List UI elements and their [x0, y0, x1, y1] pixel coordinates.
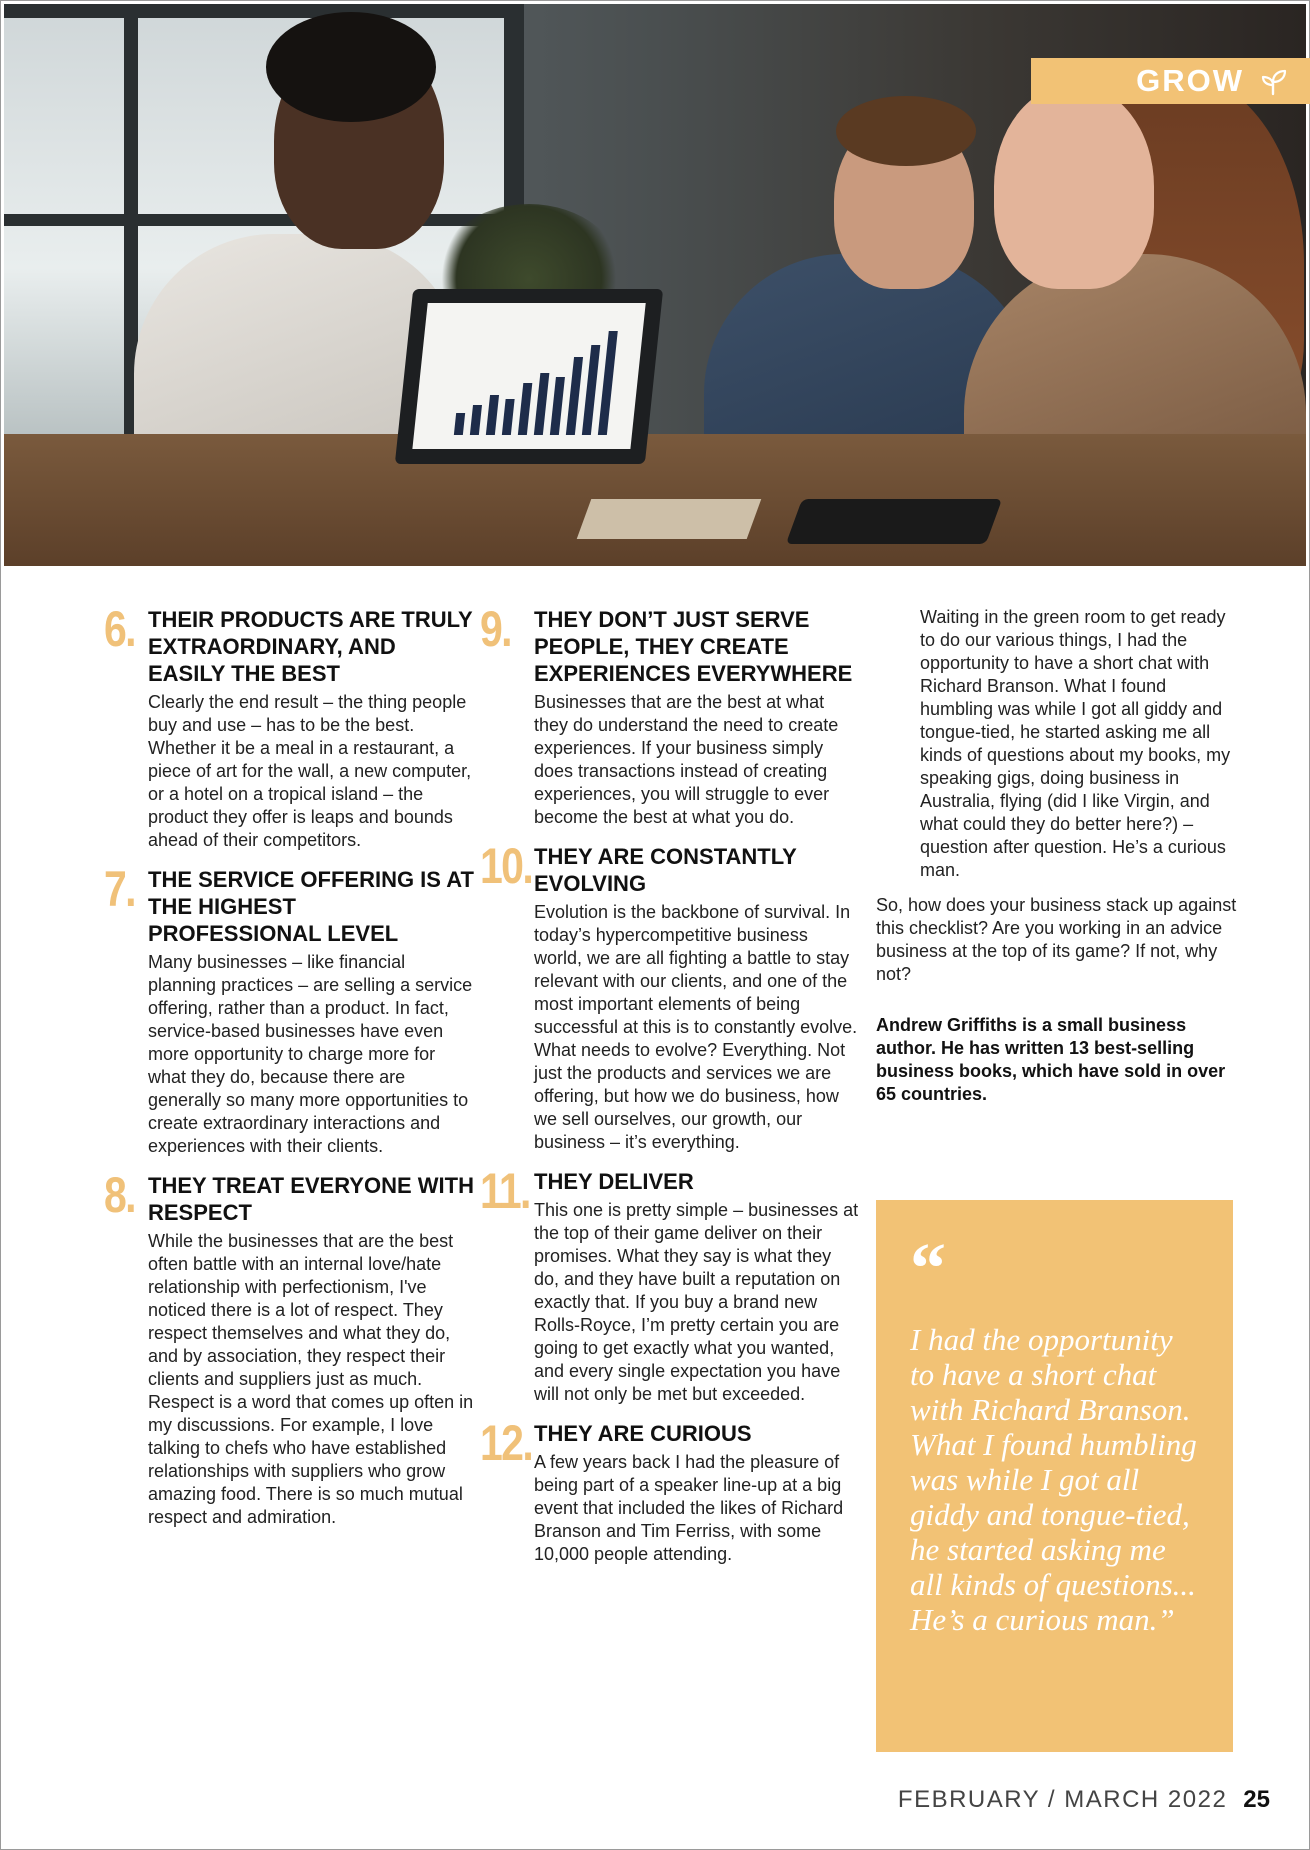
page-number: 25: [1243, 1786, 1270, 1813]
screen-bar: [582, 345, 600, 435]
item-body: Businesses that are the best at what they do understand the need to create experiences. If your business simply does transactions instead of creating experiences, you will struggle to ever become the best at what you do.: [534, 692, 839, 827]
sprout-icon: [1258, 66, 1288, 96]
item-body: While the businesses that are the best often battle with an internal love/hate relationship with perfectionism, I've noticed there is a lot of respect. They respect themselves and what they do, and by association, they respect their clients and suppliers just as much. Respect is a word that comes up often in my discussions. For example, I love talking to chefs who have established relationships with suppliers who grow amazing food. There is so much mutual respect and admiration.: [148, 1231, 474, 1527]
continuation-text: Waiting in the green room to get ready to do our various things, I had the opportunity to have a short chat with Richard Branson. What I found humbling was while I got all giddy and tongue-tied, he started asking me all kinds of questions about my books, my speaking gigs, doing business in Australia, flying (did I like Virgin, and what could they do better here?) – question after question. He’s a curious man.: [920, 607, 1231, 880]
item-body: A few years back I had the pleasure of being part of a speaker line-up at a big event that included the likes of Richard Branson and Tim Ferriss, with some 10,000 people attending.: [534, 1452, 844, 1564]
item-number: 9.: [480, 601, 511, 657]
item-number: 12.: [480, 1415, 533, 1471]
person-left-hair: [266, 12, 436, 122]
tablet: [786, 499, 1002, 544]
item-number: 7.: [104, 861, 135, 917]
issue-date: FEBRUARY / MARCH 2022: [897, 1786, 1228, 1813]
list-item: [480, 1415, 860, 1566]
screen-bar: [534, 373, 550, 435]
screen-bar: [598, 331, 618, 435]
item-heading: THEY ARE CONSTANTLY EVOLVING: [534, 844, 797, 896]
section-label: GROW: [1136, 63, 1244, 98]
item-number: 10.: [480, 838, 533, 894]
list-item: [104, 861, 474, 1158]
item-heading: THEY ARE CURIOUS: [534, 1421, 752, 1446]
conclusion-text: So, how does your business stack up against this checklist? Are you working in an advice business at the top of its game? If not, why not?: [876, 895, 1237, 984]
screen-bar: [502, 399, 515, 435]
window-frame: [4, 4, 524, 18]
page-footer: [898, 1786, 1270, 1814]
notebook: [577, 499, 762, 539]
item-heading: THEIR PRODUCTS ARE TRULY EXTRAORDINARY, AND EASILY THE BEST: [148, 607, 473, 686]
laptop: [395, 289, 663, 464]
screen-bar: [454, 413, 465, 435]
list-item: [480, 1163, 860, 1406]
list-item: [104, 601, 474, 852]
column-1: [104, 601, 474, 1543]
list-item: [480, 601, 860, 829]
laptop-screen: [412, 303, 645, 449]
screen-bar: [486, 395, 499, 435]
screen-bar: [566, 357, 583, 435]
pull-quote: [876, 1200, 1233, 1752]
item-heading: THEY TREAT EVERYONE WITH RESPECT: [148, 1173, 474, 1225]
item-body: Clearly the end result – the thing people buy and use – has to be the best. Whether it be a meal in a restaurant, a piece of art for the wall, a new computer, or a hotel on a tropical island – the product they offer is leaps and bounds ahead of their competitors.: [148, 692, 472, 850]
column-3: [876, 606, 1241, 1142]
screen-bar: [518, 383, 532, 435]
item-body: This one is pretty simple – businesses at the top of their game deliver on their promises. What they say is what they do, and they have built a reputation on exactly that. If you buy a brand new Rolls-Royce, I’m pretty certain you are going to get exactly what you wanted, and every single expectation you have will not only be met but exceeded.: [534, 1200, 859, 1404]
column-2: [480, 601, 860, 1580]
quote-mark-icon: “: [910, 1228, 946, 1308]
item-heading: THEY DON’T JUST SERVE PEOPLE, THEY CREATE EXPERIENCES EVERYWHERE: [534, 607, 853, 686]
item-heading: THEY DELIVER: [534, 1169, 694, 1194]
list-item: [104, 1167, 474, 1529]
item-heading: THE SERVICE OFFERING IS AT THE HIGHEST PROFESSIONAL LEVEL: [148, 867, 474, 946]
pull-quote-text: I had the opportunity to have a short chat with Richard Branson. What I found humbling was while I got all giddy and tongue-tied, he started asking me all kinds of questions... He’s a curious man.”: [910, 1322, 1197, 1637]
item-body: Many businesses – like financial planning practices – are selling a service offering, rather than a product. In fact, service-based businesses have even more opportunity to charge more for what they do, because there are generally so many more opportunities to create extraordinary interactions and experiences with their clients.: [148, 952, 473, 1156]
item-number: 8.: [104, 1167, 135, 1223]
list-item: [480, 838, 860, 1154]
item-body: Evolution is the backbone of survival. In today’s hypercompetitive business world, we are all fighting a battle to stay relevant with our clients, and one of the most important elements of being successful at this is to constantly evolve. What needs to evolve? Everything. Not just the products and services we are offering, but how we do business, how we sell ourselves, our growth, our business – it’s everything.: [534, 902, 858, 1152]
person-middle-hair: [836, 96, 976, 166]
person-right-head: [994, 84, 1154, 289]
screen-bar: [470, 405, 482, 435]
section-tab: [1031, 58, 1310, 104]
window-frame: [4, 214, 524, 226]
item-number: 6.: [104, 601, 135, 657]
screen-bar: [550, 377, 565, 435]
item-number: 11.: [480, 1163, 530, 1219]
author-bio: Andrew Griffiths is a small business author. He has written 13 best-selling business books, which have sold in over 65 countries.: [876, 1015, 1226, 1104]
